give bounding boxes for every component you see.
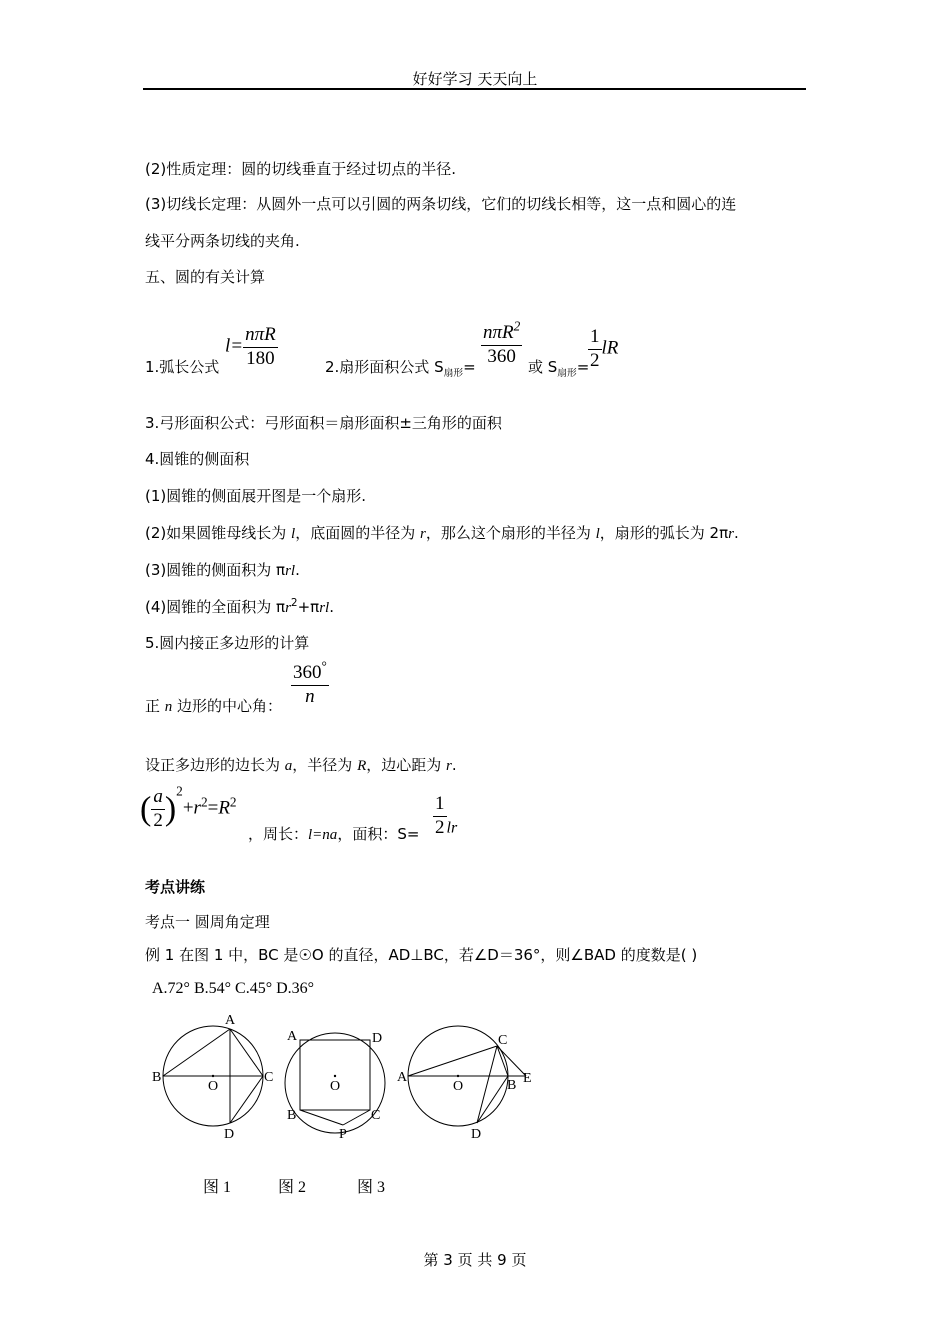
- central-angle-formula: [291, 658, 329, 709]
- arc-length-label: 1.弧长公式: [145, 358, 220, 376]
- var-R: R: [357, 758, 367, 774]
- figure-caption-3: 图 3: [357, 1179, 386, 1196]
- geometry-figures: [140, 1008, 550, 1148]
- sector-area-formula: [481, 318, 522, 369]
- sector-num-text: nπR: [483, 322, 514, 343]
- text-line-polygon-vars: [145, 754, 457, 775]
- central-fraction: [291, 658, 329, 709]
- fig3-label-a: A: [397, 1070, 408, 1085]
- sector-alt-denominator: 2: [590, 349, 600, 371]
- l11-part-b: +π: [297, 598, 320, 616]
- fig3-label-e: E: [523, 1071, 532, 1086]
- l11-part-a: (4)圆锥的全面积为 π: [145, 598, 286, 616]
- var-r-3: r: [285, 600, 291, 616]
- fig2-label-o: O: [330, 1079, 341, 1094]
- text-line-cone-unfold: (1)圆锥的侧面展开图是一个扇形.: [145, 487, 367, 505]
- sector-eq: =: [463, 358, 476, 376]
- sector-subscript-2: 扇形: [557, 368, 577, 379]
- sector-area-alt-label: [528, 356, 589, 379]
- sector-label-text: 2.扇形面积公式 S: [325, 358, 444, 376]
- l11-part-d: .: [329, 598, 334, 616]
- var-r-4: r: [446, 758, 452, 774]
- sector-denominator: 360: [487, 345, 516, 367]
- text-line-tangent-length-2: 线平分两条切线的夹角.: [145, 232, 300, 250]
- page-header: 好好学习 天天向上: [412, 70, 538, 88]
- arc-denominator: 180: [246, 347, 275, 369]
- arc-lhs: l=: [225, 335, 244, 357]
- central-denominator: n: [305, 685, 315, 707]
- l9-part-e: .: [733, 524, 739, 542]
- arc-fraction: [243, 324, 278, 371]
- fig3-label-b: B: [507, 1078, 517, 1093]
- text-line-segment-area: 3.弓形面积公式：弓形面积＝扇形面积±三角形的面积: [145, 414, 502, 432]
- pyth-fraction: [151, 786, 165, 833]
- text-line-tangent-length-1: (3)切线长定理：从圆外一点可以引圆的两条切线，它们的切线长相等，这一点和圆心的连: [145, 195, 737, 213]
- arc-length-formula: [225, 324, 278, 371]
- center-dot-fig2: [334, 1075, 336, 1077]
- pyth-r: r: [193, 797, 201, 819]
- text-line-tangent-property: (2)性质定理：圆的切线垂直于经过切点的半径.: [145, 160, 457, 178]
- pythagorean-formula: [140, 783, 237, 833]
- var-rl-2: rl: [319, 600, 330, 616]
- figure-caption-2: 图 2: [278, 1179, 307, 1196]
- fig1-label-b: B: [152, 1070, 162, 1085]
- sector-area-alt-formula: [588, 326, 618, 373]
- central-degree: °: [321, 658, 327, 674]
- pyth-paren-sup: 2: [176, 783, 183, 799]
- pyth-denominator: 2: [153, 809, 163, 831]
- var-a: a: [284, 758, 293, 774]
- center-dot-fig3: [457, 1075, 459, 1077]
- right-paren: ): [164, 790, 177, 828]
- fig1-label-c: C: [264, 1070, 274, 1085]
- header-rule: [143, 88, 806, 90]
- var-r: r: [419, 526, 426, 542]
- l14-part-c: ，边心距为: [366, 756, 447, 774]
- area-numerator: 1: [433, 793, 447, 817]
- example-1-question: 例 1 在图 1 中，BC 是☉O 的直径，AD⊥BC，若∠D＝36°，则∠BAD 的度数是( ): [145, 946, 698, 964]
- l10-part-c: .: [295, 561, 300, 579]
- fig2-label-d: D: [372, 1031, 383, 1046]
- arc-numerator: nπR: [243, 324, 278, 348]
- pyth-R-sup: 2: [229, 794, 237, 810]
- fig2-label-b: B: [287, 1108, 297, 1123]
- l9-part-d: ，扇形的弧长为 2π: [599, 524, 729, 542]
- text-line-cone-lateral: 4.圆锥的侧面积: [145, 450, 250, 468]
- figure-3-diagram: [408, 1026, 526, 1126]
- section-heading-circle-calc: 五、圆的有关计算: [145, 268, 266, 286]
- var-n: n: [164, 699, 173, 715]
- example-1-options: A.72° B.54° C.45° D.36°: [152, 980, 315, 997]
- perimeter-area-label: [248, 823, 419, 844]
- sector-num-sup: 2: [513, 318, 521, 334]
- fig2-label-p: P: [339, 1127, 347, 1142]
- fig1-label-o: O: [208, 1079, 219, 1094]
- fig3-label-c: C: [498, 1033, 508, 1048]
- text-line-cone-total-area: [145, 596, 334, 617]
- page-footer: 第 3 页 共 9 页: [423, 1251, 527, 1269]
- l9-part-a: (2)如果圆锥母线长为: [145, 524, 292, 542]
- fig1-label-d: D: [224, 1127, 235, 1142]
- fig3-label-d: D: [471, 1127, 482, 1142]
- sector-numerator: [481, 318, 522, 346]
- center-dot-fig1: [212, 1075, 214, 1077]
- area-denominator: 2: [435, 816, 445, 838]
- topic-inscribed-angle: 考点一 圆周角定理: [145, 913, 270, 931]
- var-l: l: [291, 526, 296, 542]
- var-l-2: l: [595, 526, 600, 542]
- central-label-b: 边形的中心角：: [172, 697, 283, 715]
- area-fraction: [433, 793, 447, 840]
- l10-part-a: (3)圆锥的侧面积为 π: [145, 561, 286, 579]
- l11-sup: 2: [290, 597, 298, 609]
- section-title-practice: 考点讲练: [145, 878, 206, 896]
- perim-part-a: ，周长：: [248, 825, 309, 843]
- l9-part-c: ，那么这个扇形的半径为: [425, 524, 596, 542]
- figure-caption-1: 图 1: [203, 1179, 232, 1196]
- pyth-plus: +: [182, 797, 194, 819]
- left-paren: (: [140, 790, 152, 828]
- text-line-cone-lateral-area: [145, 559, 300, 580]
- l14-part-b: ，半径为: [292, 756, 358, 774]
- l9-part-b: ，底面圆的半径为: [295, 524, 420, 542]
- area-formula: [433, 793, 457, 840]
- l14-part-d: .: [451, 756, 457, 774]
- perim-part-b: ，面积：S=: [337, 825, 420, 843]
- l14-part-a: 设正多边形的边长为: [145, 756, 285, 774]
- var-rl: rl: [285, 563, 296, 579]
- fig1-label-a: A: [225, 1013, 236, 1028]
- central-label-a: 正: [145, 697, 165, 715]
- sector-subscript: 扇形: [443, 368, 464, 379]
- area-tail: lr: [446, 819, 458, 837]
- perim-formula: l=na: [308, 827, 338, 843]
- fig2-label-c: C: [371, 1108, 381, 1123]
- pyth-R: R: [218, 797, 230, 819]
- text-line-polygon-calc: 5.圆内接正多边形的计算: [145, 634, 310, 652]
- sector-alt-fraction: [588, 326, 602, 373]
- sector-alt-numerator: 1: [588, 326, 602, 350]
- fig2-label-a: A: [287, 1029, 298, 1044]
- sector-or-text: 或 S: [528, 358, 558, 376]
- var-r-2: r: [728, 526, 734, 542]
- sector-alt-tail: lR: [601, 337, 619, 359]
- sector-eq-2: =: [576, 358, 590, 376]
- pyth-eq: =: [207, 797, 219, 819]
- sector-area-label: [325, 356, 476, 379]
- pyth-r-sup: 2: [200, 794, 208, 810]
- central-numerator: [291, 658, 329, 686]
- text-line-cone-generatrix: [145, 522, 739, 543]
- fig3-label-o: O: [453, 1079, 464, 1094]
- sector-fraction: [481, 318, 522, 369]
- pyth-numerator: a: [151, 786, 165, 810]
- central-num-text: 360: [293, 662, 322, 683]
- central-angle-label: [145, 695, 282, 716]
